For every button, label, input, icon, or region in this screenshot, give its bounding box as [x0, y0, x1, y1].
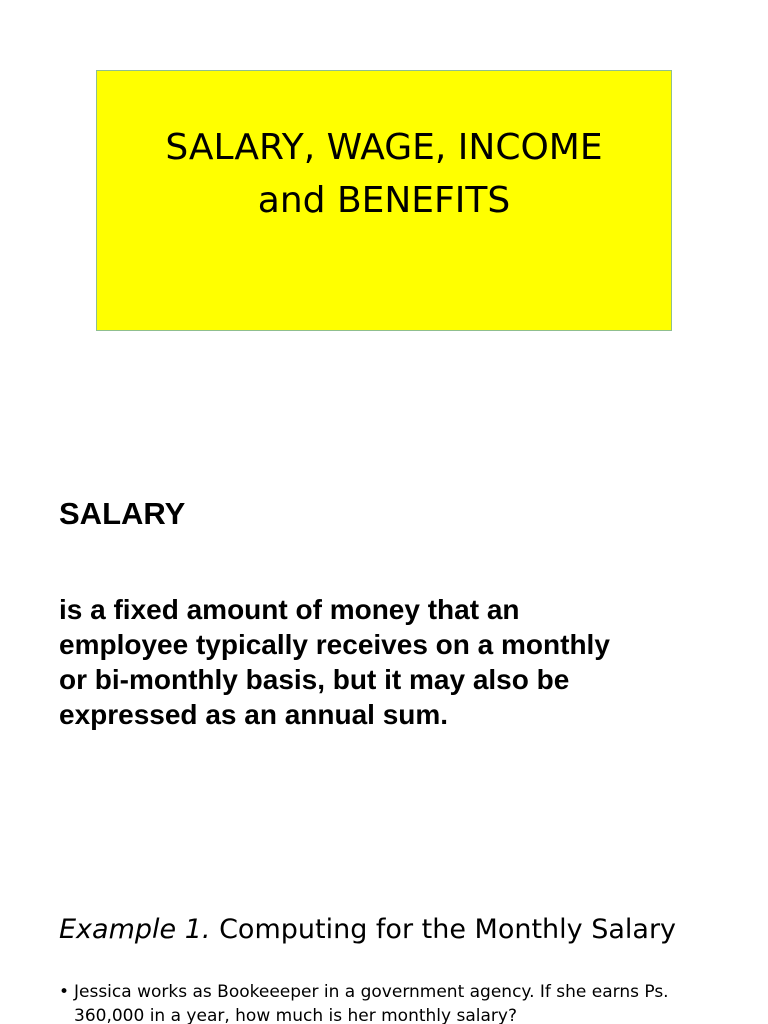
example-title: Computing for the Monthly Salary — [219, 914, 677, 945]
definition-line: expressed as an annual sum. — [59, 699, 449, 730]
salary-heading: SALARY — [59, 496, 186, 531]
example-label: Example 1. — [59, 914, 211, 945]
bullet-item — [59, 980, 759, 1024]
example-bullet — [59, 980, 759, 1024]
bullet-icon: • — [59, 982, 70, 1002]
bullet-line: 360,000 in a year, how much is her monthly salary? — [74, 1006, 517, 1024]
title-box — [96, 70, 672, 331]
bullet-line: Jessica works as Bookeeeper in a government agency. If she earns Ps. — [74, 982, 669, 1002]
bullet-text — [74, 980, 669, 1024]
definition-line: employee typically receives on a monthly — [59, 629, 610, 660]
definition-line: is a fixed amount of money that an — [59, 594, 520, 625]
title-line-2: and BENEFITS — [257, 180, 511, 221]
title-line-1: SALARY, WAGE, INCOME — [165, 127, 603, 168]
example-heading — [59, 910, 676, 950]
salary-definition — [59, 592, 749, 732]
definition-line: or bi-monthly basis, but it may also be — [59, 664, 570, 695]
